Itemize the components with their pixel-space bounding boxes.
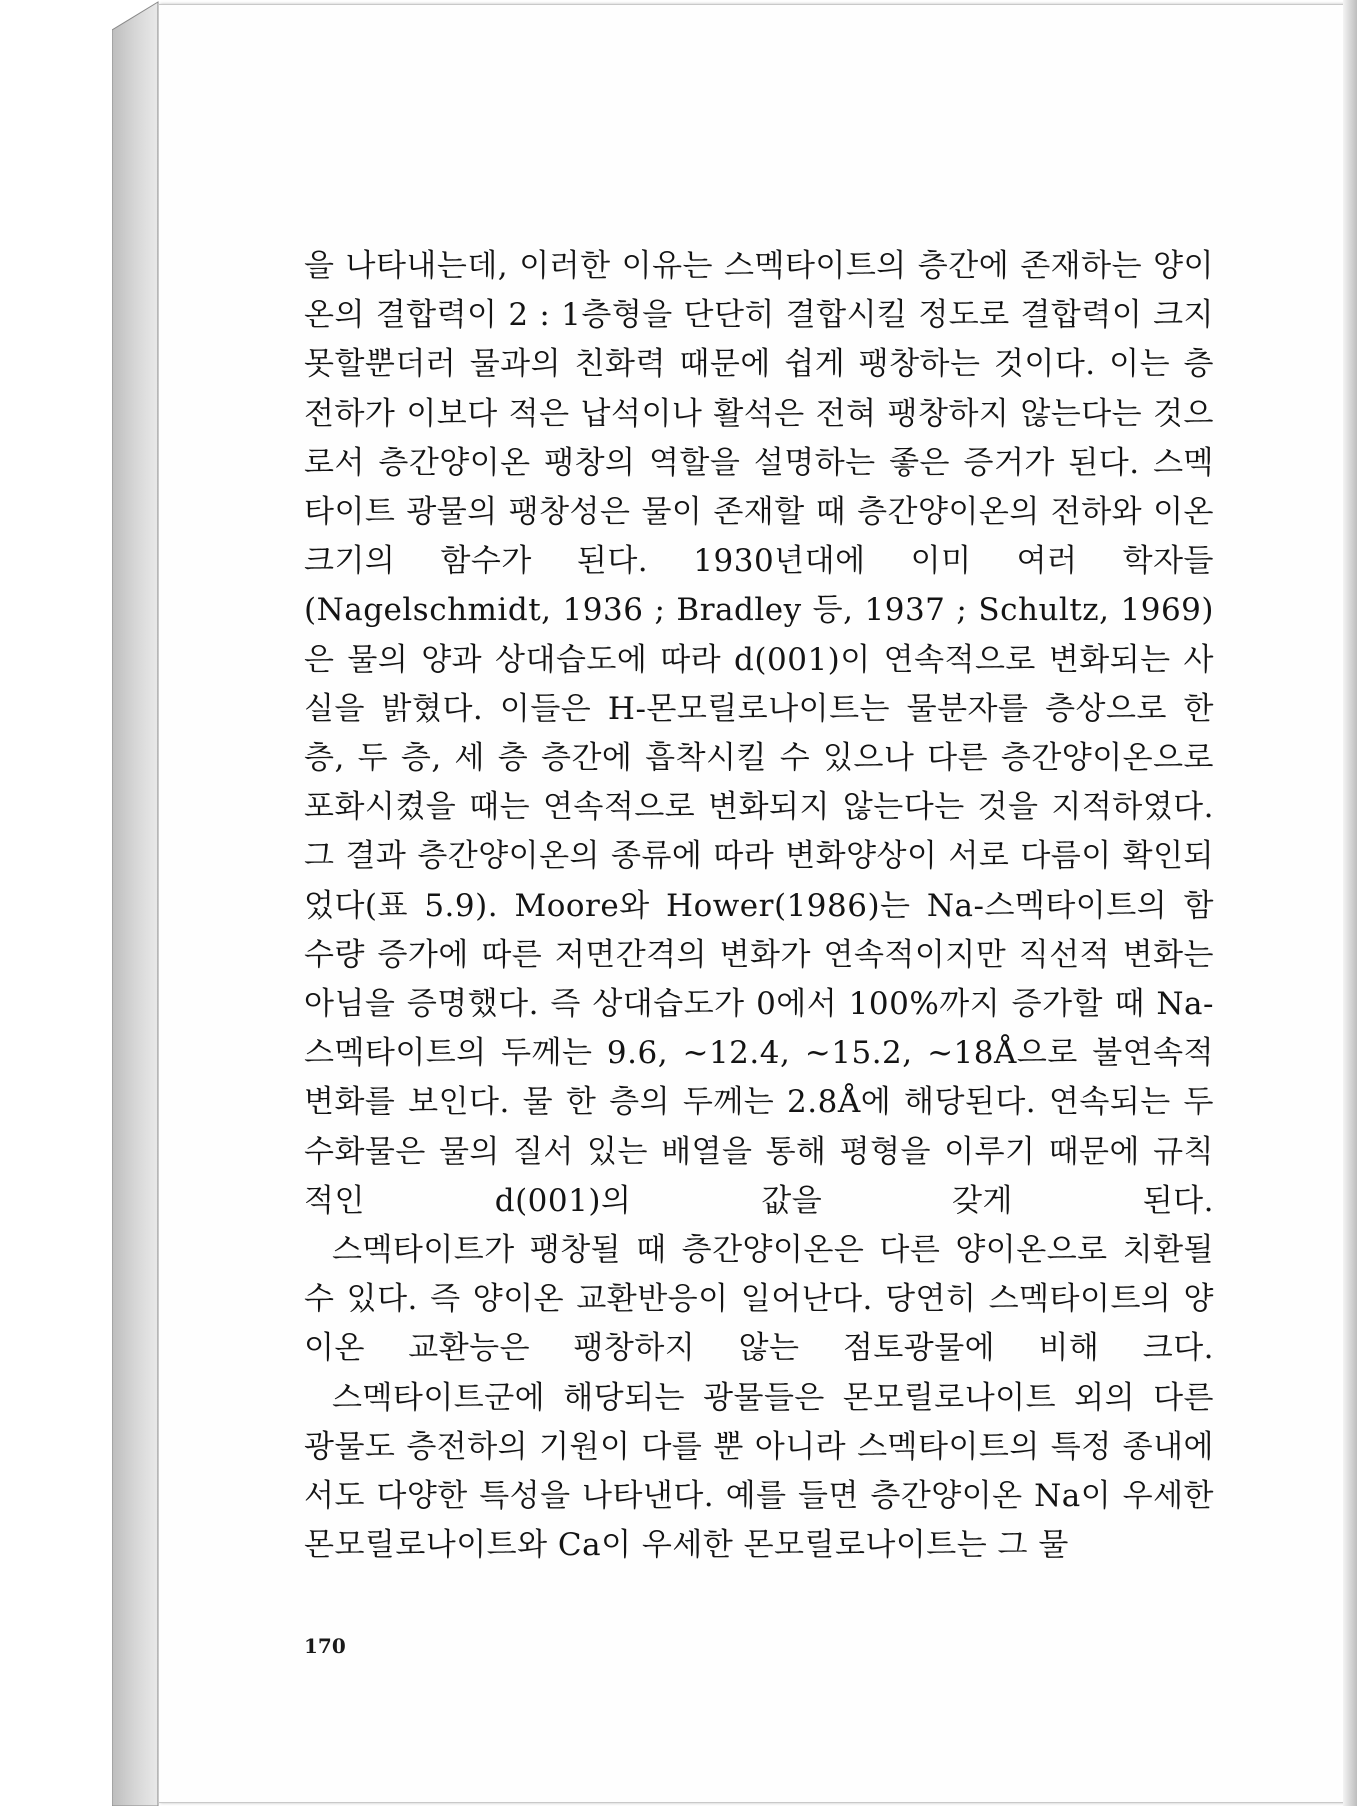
page-number: 170 [304,1634,346,1658]
page-body-text [304,242,1214,1570]
paragraph: 스멕타이트가 팽창될 때 층간양이온은 다른 양이온으로 치환될 수 있다. 즉 양이온 교환반응이 일어난다. 당연히 스멕타이트의 양이온 교환능은 팽창하지 않는 점토광물에 비해 크다. [304,1232,1214,1367]
paragraph: 스멕타이트군에 해당되는 광물들은 몬모릴로나이트 외의 다른 광물도 층전하의 기원이 다를 뿐 아니라 스멕타이트의 특정 종내에서도 다양한 특성을 나타낸다. 예를 들면 층간양이온 Na이 우세한 몬모릴로나이트와 Ca이 우세한 몬모릴로나이트는 그 물 [304,1379,1214,1564]
book-spine-shape [112,0,160,1806]
paragraph: 을 나타내는데, 이러한 이유는 스멕타이트의 층간에 존재하는 양이온의 결합력이 2 : 1층형을 단단히 결합시킬 정도로 결합력이 크지 못할뿐더러 물과의 친화력 때문에 쉽게 팽창하는 것이다. 이는 층전하가 이보다 적은 납석이나 활석은 전혀 팽창하지 않는다는 것으로서 층간양이온 팽창의 역할을 설명하는 좋은 증거가 된다. 스멕타이트 광물의 팽창성은 물이 존재할 때 층간양이온의 전하와 이온 크기의 함수가 된다. 1930년대에 이미 여러 학자들 (Nagelschmidt, 1936 ; Bradley 등, 1937 ; Schultz, 1969)은 물의 양과 상대습도에 따라 d(001)이 연속적으로 변화되는 사실을 밝혔다. 이들은 H-몬모릴로나이트는 물분자를 층상으로 한 층, 두 층, 세 층 층간에 흡착시킬 수 있으나 다른 층간양이온으로 포화시켰을 때는 연속적으로 변화되지 않는다는 것을 지적하였다. 그 결과 층간양이온의 종류에 따라 변화양상이 서로 다름이 확인되었다(표 5.9). Moore와 Hower(1986)는 Na-스멕타이트의 함수량 증가에 따른 저면간격의 변화가 연속적이지만 직선적 변화는 아님을 증명했다. 즉 상대습도가 0에서 100%까지 증가할 때 Na-스멕타이트의 두께는 9.6, ~12.4, ~15.2, ~18Å으로 불연속적 변화를 보인다. 물 한 층의 두께는 2.8Å에 해당된다. 연속되는 두 수화물은 물의 질서 있는 배열을 통해 평형을 이루기 때문에 규칙적인 d(001)의 값을 갖게 된다. [304,248,1214,1219]
book-spine [112,0,160,1806]
page-edge [1343,0,1357,1806]
